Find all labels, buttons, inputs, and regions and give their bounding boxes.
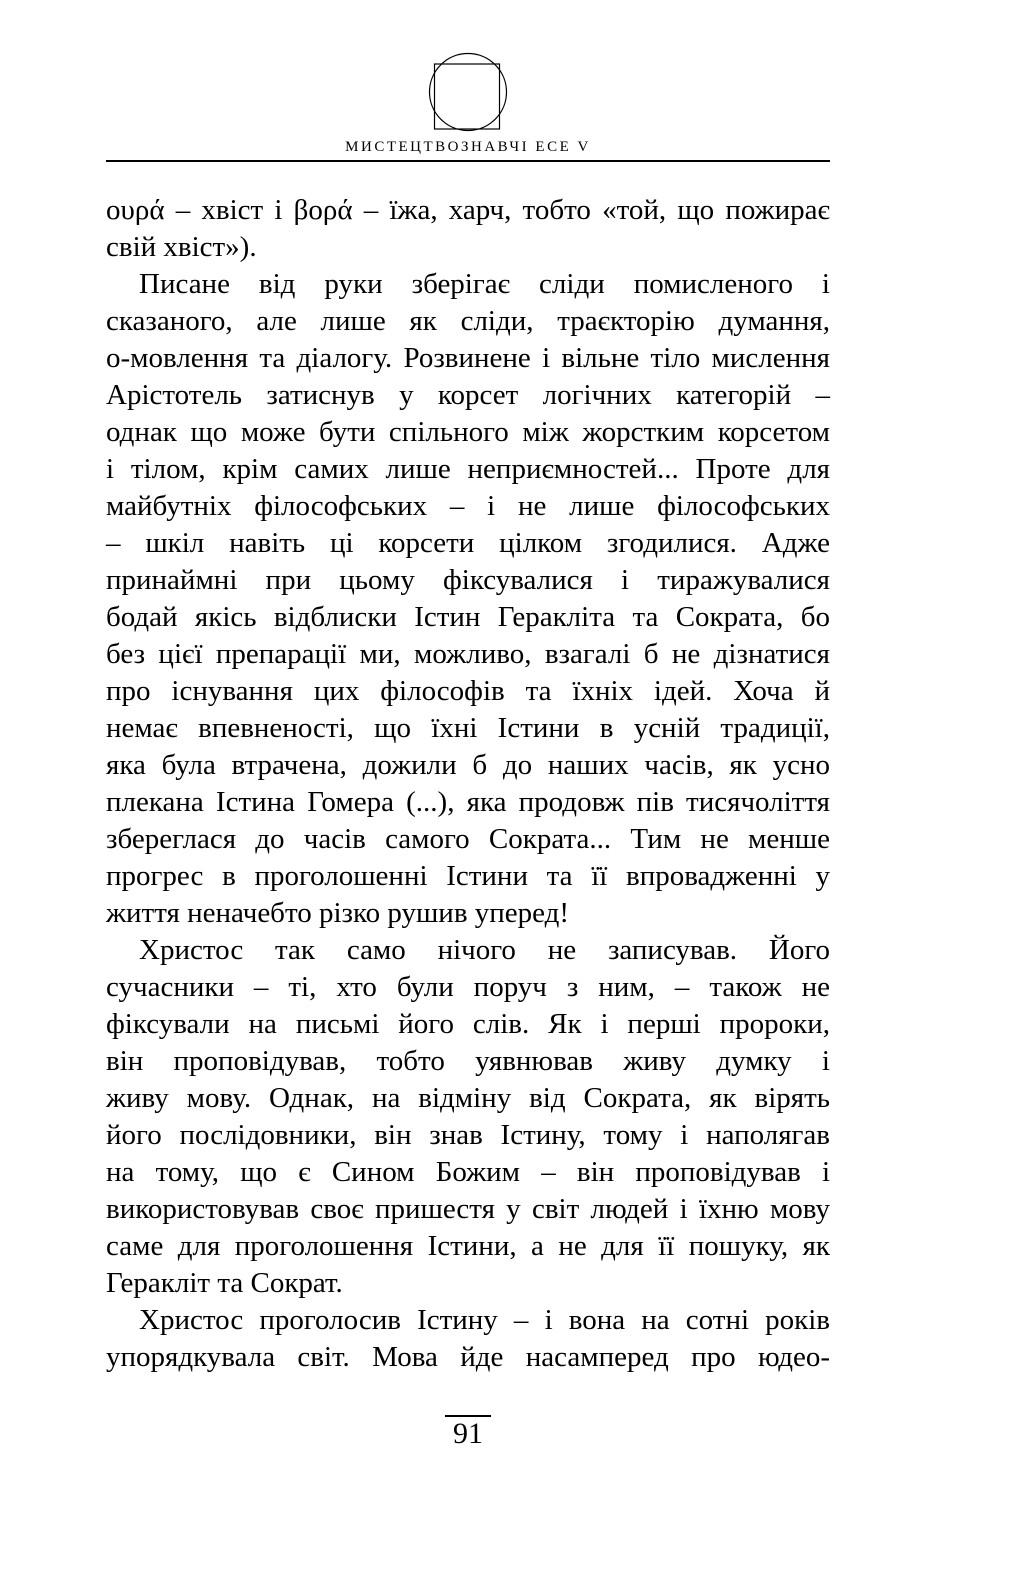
- text-line: Геракліт та Сократ.: [106, 1267, 343, 1299]
- text-line: о-мовлення та діалогу. Розвинене і вільне тіло мислення: [106, 342, 830, 374]
- text-line: його послідовники, він знав Істину, тому і наполягав: [106, 1119, 830, 1151]
- text-line: Христос так само нічого не записував. Його: [139, 934, 830, 966]
- page-header: [106, 0, 830, 162]
- text-line: він проповідував, тобто уявнював живу думку і: [106, 1045, 830, 1077]
- text-line: – шкіл навіть ці корсети цілком згодилися. Адже: [106, 527, 830, 559]
- text-line: немає впевненості, що їхні Істини в усній традиції,: [106, 712, 830, 744]
- page-footer: [106, 1415, 830, 1450]
- text-line: плекана Істина Гомера (...), яка продовж пів тисячоліття: [106, 786, 830, 818]
- running-head-title: МИСТЕЦТВОЗНАВЧІ ЕСЕ V: [345, 139, 591, 155]
- print-area: [106, 0, 830, 1450]
- text-line: Писане від руки зберігає сліди помисленого і: [139, 268, 830, 300]
- text-line: майбутніх філософських – і не лише філософських: [106, 490, 830, 522]
- text-line: бодай якісь відблиски Істин Геракліта та Сократа, бо: [106, 601, 830, 633]
- text-line: про існування цих філософів та їхніх ідей. Хоча й: [106, 675, 830, 707]
- text-line: прогрес в проголошенні Істини та її впровадженні у: [106, 860, 830, 892]
- text-line: без цієї препарації ми, можливо, взагалі б не дізнатися: [106, 638, 830, 670]
- text-line: збереглася до часів самого Сократа... Тим не менше: [106, 823, 830, 855]
- logo-circle: [430, 54, 507, 131]
- text-line: сказаного, але лише як сліди, траєкторію думання,: [106, 305, 830, 337]
- logo-square: [435, 64, 500, 129]
- header-rule: [106, 160, 830, 162]
- circle-square-logo-icon: [428, 52, 508, 132]
- text-line: Христос проголосив Істину – і вона на сотні років: [139, 1304, 830, 1336]
- text-line: свій хвіст»).: [106, 231, 257, 263]
- text-line: і тілом, крім самих лише неприємностей... Проте для: [106, 453, 830, 485]
- text-line: використовував своє пришестя у світ людей і їхню мову: [106, 1193, 830, 1225]
- text-line: живу мову. Однак, на відміну від Сократа, як вірять: [106, 1082, 830, 1114]
- text-line: саме для проголошення Істини, а не для її пошуку, як: [106, 1230, 830, 1262]
- text-line: яка була втрачена, дожили б до наших часів, як усно: [106, 749, 830, 781]
- page-number: 91: [445, 1415, 491, 1450]
- text-line: однак що може бути спільного між жорстким корсетом: [106, 416, 830, 448]
- text-line: на тому, що є Сином Божим – він проповідував і: [106, 1156, 830, 1188]
- text-line: принаймні при цьому фіксувалися і тиражувалися: [106, 564, 830, 596]
- text-line: упорядкувала світ. Мова йде насамперед про юдео-: [106, 1341, 830, 1373]
- text-line: ουρά – хвіст і βορά – їжа, харч, тобто «той, що пожирає: [106, 194, 830, 226]
- body-text: [106, 192, 830, 1376]
- text-line: фіксували на письмі його слів. Як і перші пророки,: [106, 1008, 830, 1040]
- text-line: життя неначебто різко рушив уперед!: [106, 897, 570, 929]
- text-line: сучасники – ті, хто були поруч з ним, – також не: [106, 971, 830, 1003]
- text-line: Арістотель затиснув у корсет логічних категорій –: [106, 379, 830, 411]
